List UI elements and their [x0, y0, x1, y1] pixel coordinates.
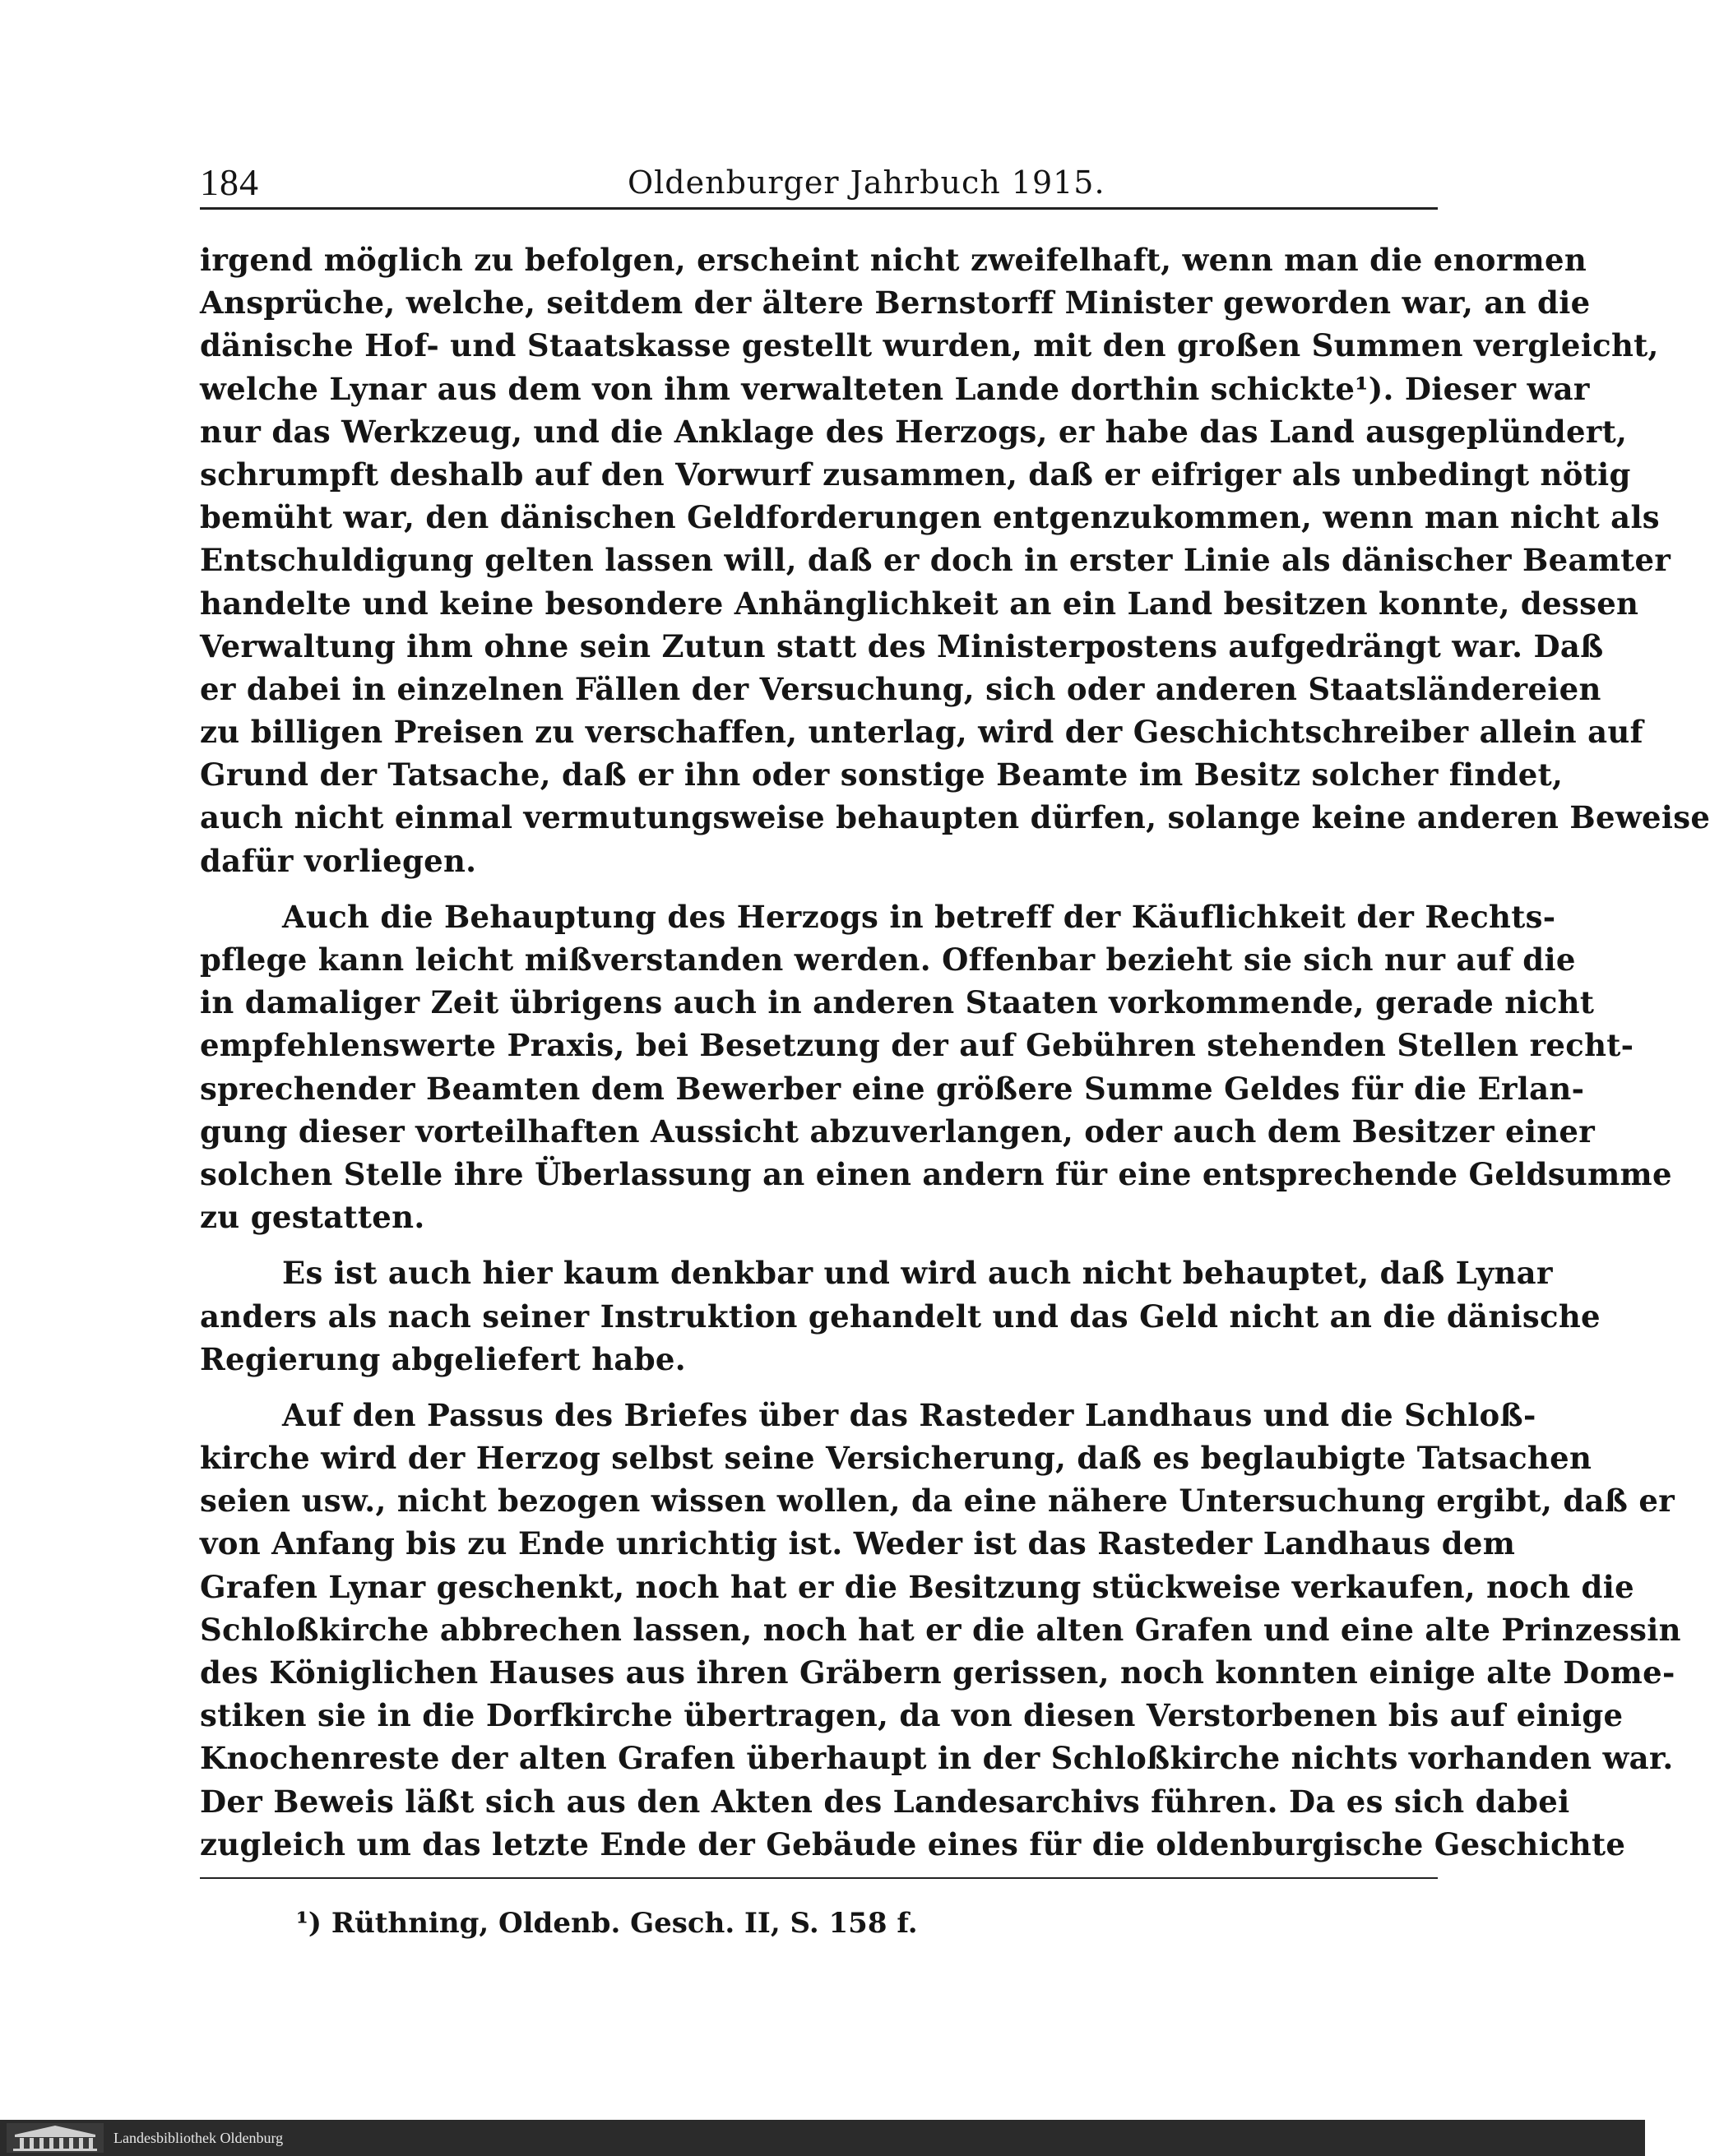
- page-header: [200, 158, 1438, 207]
- text-line: anders als nach seiner Instruktion gehandelt und das Geld nicht an die dänische: [200, 1298, 1601, 1335]
- text-line: empfehlenswerte Praxis, bei Besetzung der auf Gebühren stehenden Stellen recht-: [200, 1027, 1634, 1064]
- paragraph-3: [200, 1251, 1601, 1381]
- header-rule: [200, 207, 1438, 210]
- text-line: gung dieser vorteilhaften Aussicht abzuverlangen, oder auch dem Besitzer einer: [200, 1113, 1596, 1150]
- text-line: zugleich um das letzte Ende der Gebäude eines für die oldenburgische Geschichte: [200, 1825, 1626, 1862]
- text-line: Grafen Lynar geschenkt, noch hat er die Besitzung stückweise verkaufen, noch die: [200, 1568, 1634, 1605]
- text-line: dafür vorliegen.: [200, 842, 477, 879]
- text-line: Der Beweis läßt sich aus den Akten des Landesarchivs führen. Da es sich dabei: [200, 1783, 1570, 1820]
- text-line: Knochenreste der alten Grafen überhaupt in der Schloßkirche nichts vorhanden war.: [200, 1740, 1674, 1777]
- text-line: von Anfang bis zu Ende unrichtig ist. Weder ist das Rasteder Landhaus dem: [200, 1525, 1516, 1562]
- text-line: Es ist auch hier kaum denkbar und wird auch nicht behauptet, daß Lynar: [282, 1255, 1553, 1292]
- library-building-icon: [7, 2123, 104, 2153]
- text-line: welche Lynar aus dem von ihm verwalteten Lande dorthin schickte¹). Dieser war: [200, 370, 1590, 407]
- footnote-rule: [200, 1877, 1438, 1879]
- text-line: Entschuldigung gelten lassen will, daß er doch in erster Linie als dänischer Beamter: [200, 542, 1671, 579]
- text-line: seien usw., nicht bezogen wissen wollen, da eine nähere Untersuchung ergibt, daß er: [200, 1483, 1675, 1520]
- text-line: in damaliger Zeit übrigens auch in anderen Staaten vorkommende, gerade nicht: [200, 984, 1595, 1021]
- body-text: [200, 238, 1710, 1866]
- footnote: ¹) Rüthning, Oldenb. Gesch. II, S. 158 f.: [296, 1907, 918, 1940]
- text-line: Verwaltung ihm ohne sein Zutun statt des Ministerpostens aufgedrängt war. Daß: [200, 627, 1604, 664]
- text-line: auch nicht einmal vermutungsweise behaupten dürfen, solange keine anderen Beweise: [200, 799, 1710, 836]
- text-line: Ansprüche, welche, seitdem der ältere Bernstorff Minister geworden war, an die: [200, 285, 1591, 322]
- text-line: Grund der Tatsache, daß er ihn oder sonstige Beamte im Besitz solcher findet,: [200, 756, 1564, 793]
- footer-library-label: Landesbibliothek Oldenburg: [114, 2130, 284, 2146]
- paragraph-1: [200, 238, 1710, 882]
- paragraph-4: [200, 1394, 1681, 1866]
- text-line: nur das Werkzeug, und die Anklage des Herzogs, er habe das Land ausgeplündert,: [200, 413, 1628, 450]
- paragraph-gap: [200, 1381, 1438, 1394]
- text-line: kirche wird der Herzog selbst seine Versicherung, daß es beglaubigte Tatsachen: [200, 1440, 1592, 1477]
- text-line: zu billigen Preisen zu verschaffen, unterlag, wird der Geschichtschreiber allein auf: [200, 714, 1643, 751]
- text-line: des Königlichen Hauses aus ihren Gräbern gerissen, noch konnten einige alte Dome-: [200, 1654, 1675, 1691]
- text-line: bemüht war, den dänischen Geldforderungen entgenzukommen, wenn man nicht als: [200, 499, 1660, 536]
- text-line: schrumpft deshalb auf den Vorwurf zusammen, daß er eifriger als unbedingt nötig: [200, 456, 1631, 493]
- text-line: dänische Hof- und Staatskasse gestellt wurden, mit den großen Summen vergleicht,: [200, 327, 1659, 364]
- paragraph-gap: [200, 882, 1438, 895]
- paragraph-gap: [200, 1238, 1438, 1251]
- text-line: Auf den Passus des Briefes über das Rasteder Landhaus und die Schloß-: [282, 1396, 1536, 1433]
- text-line: Schloßkirche abbrechen lassen, noch hat er die alten Grafen und eine alte Prinzessin: [200, 1611, 1681, 1648]
- paragraph-2: [200, 895, 1672, 1239]
- page-number: 184: [200, 161, 259, 203]
- text-line: zu gestatten.: [200, 1199, 425, 1236]
- text-line: sprechender Beamten dem Bewerber eine größere Summe Geldes für die Erlan-: [200, 1070, 1585, 1107]
- text-line: pflege kann leicht mißverstanden werden. Offenbar bezieht sie sich nur auf die: [200, 942, 1576, 978]
- text-line: er dabei in einzelnen Fällen der Versuchung, sich oder anderen Staatsländereien: [200, 670, 1601, 707]
- footer-bar: [0, 2120, 1645, 2156]
- text-line: Regierung abgeliefert habe.: [200, 1340, 686, 1377]
- running-title: Oldenburger Jahrbuch 1915.: [628, 164, 1105, 201]
- text-line: solchen Stelle ihre Überlassung an einen andern für eine entsprechende Geldsumme: [200, 1155, 1672, 1192]
- text-line: stiken sie in die Dorfkirche übertragen, da von diesen Verstorbenen bis auf einige: [200, 1697, 1624, 1734]
- text-line: handelte und keine besondere Anhänglichkeit an ein Land besitzen konnte, dessen: [200, 585, 1639, 622]
- text-line: Auch die Behauptung des Herzogs in betreff der Käuflichkeit der Rechts-: [282, 898, 1556, 935]
- text-line: irgend möglich zu befolgen, erscheint nicht zweifelhaft, wenn man die enormen: [200, 242, 1587, 278]
